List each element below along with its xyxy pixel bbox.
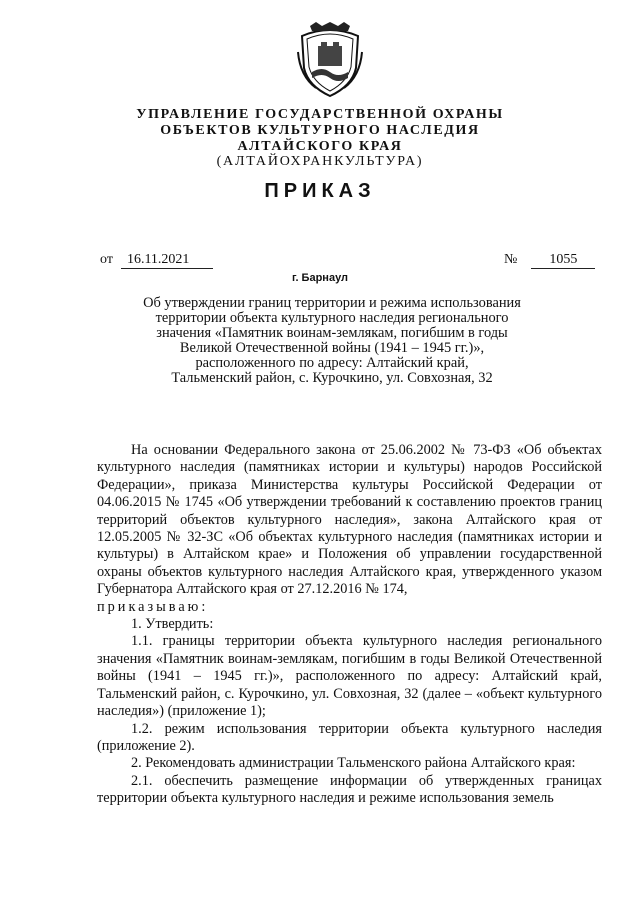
date-prefix: от: [100, 252, 113, 267]
document-type-title: ПРИКАЗ: [264, 180, 376, 202]
coat-of-arms-emblem: [296, 22, 364, 98]
subject-line: Об утверждении границ территории и режима использования: [143, 295, 521, 311]
clause-1-2: 1.2. режим использования территории объекта культурного наследия (приложение 2).: [97, 720, 602, 754]
number-value: 1055: [531, 252, 595, 269]
subject-line: Великой Отечественной войны (1941 – 1945 гг.)»,: [179, 340, 485, 356]
document-subject: [120, 296, 544, 386]
subject-line: значения «Памятник воинам-землякам, погибшим в годы: [156, 325, 508, 341]
document-date: [100, 252, 213, 269]
clause-1: 1. Утвердить:: [131, 616, 214, 633]
clause-1-1: 1.1. границы территории объекта культурного наследия регионального значения «Памятник воинам-землякам, погибшим в годы Великой Отечественной войны (1941 – 1945 гг.)», расположенного по адресу: Алтайский край, Тальменский район, с. Курочкино, ул. Совхозная, 32 (далее – «объект культурного наследия») (приложение 1);: [97, 633, 602, 720]
city-name: г. Барнаул: [291, 272, 349, 284]
subject-line: расположенного по адресу: Алтайский край,: [195, 355, 469, 371]
organization-name-line3: АЛТАЙСКОГО КРАЯ: [237, 139, 403, 154]
preamble-paragraph: На основании Федерального закона от 25.06.2002 № 73-ФЗ «Об объектах культурного наследия (памятниках истории и культуры) народов Российской Федерации», приказа Министерства культуры Российской Федерации от 04.06.2015 № 1745 «Об утверждении требований к составлению проектов границ территорий объектов культурного наследия», закона Алтайского края от 12.05.2005 № 32-ЗС «Об объектах культурного наследия (памятниках истории и культуры) в Алтайском крае» и Положения об управлении государственной охраны объектов культурного наследия Алтайского края, утвержденного указом Губернатора Алтайского края от 27.12.2016 № 174,: [97, 442, 602, 598]
document-number: [504, 252, 595, 269]
date-value: 16.11.2021: [121, 252, 213, 269]
clause-2: 2. Рекомендовать администрации Тальменского района Алтайского края:: [131, 755, 576, 772]
document-body: [97, 442, 602, 808]
organization-name-line2: ОБЪЕКТОВ КУЛЬТУРНОГО НАСЛЕДИЯ: [160, 123, 480, 138]
number-prefix: №: [504, 252, 518, 267]
subject-line: территории объекта культурного наследия регионального: [155, 310, 509, 326]
clause-2-1: 2.1. обеспечить размещение информации об утвержденных границах территории объекта культурного наследия и режиме использования земель: [97, 772, 602, 807]
order-word: [97, 599, 602, 616]
organization-abbreviation: (АЛТАЙОХРАНКУЛЬТУРА): [216, 154, 424, 169]
subject-line: Тальменский район, с. Курочкино, ул. Совхозная, 32: [171, 370, 493, 386]
order-word-text: приказываю:: [97, 598, 209, 615]
organization-name-line1: УПРАВЛЕНИЕ ГОСУДАРСТВЕННОЙ ОХРАНЫ: [136, 107, 504, 122]
